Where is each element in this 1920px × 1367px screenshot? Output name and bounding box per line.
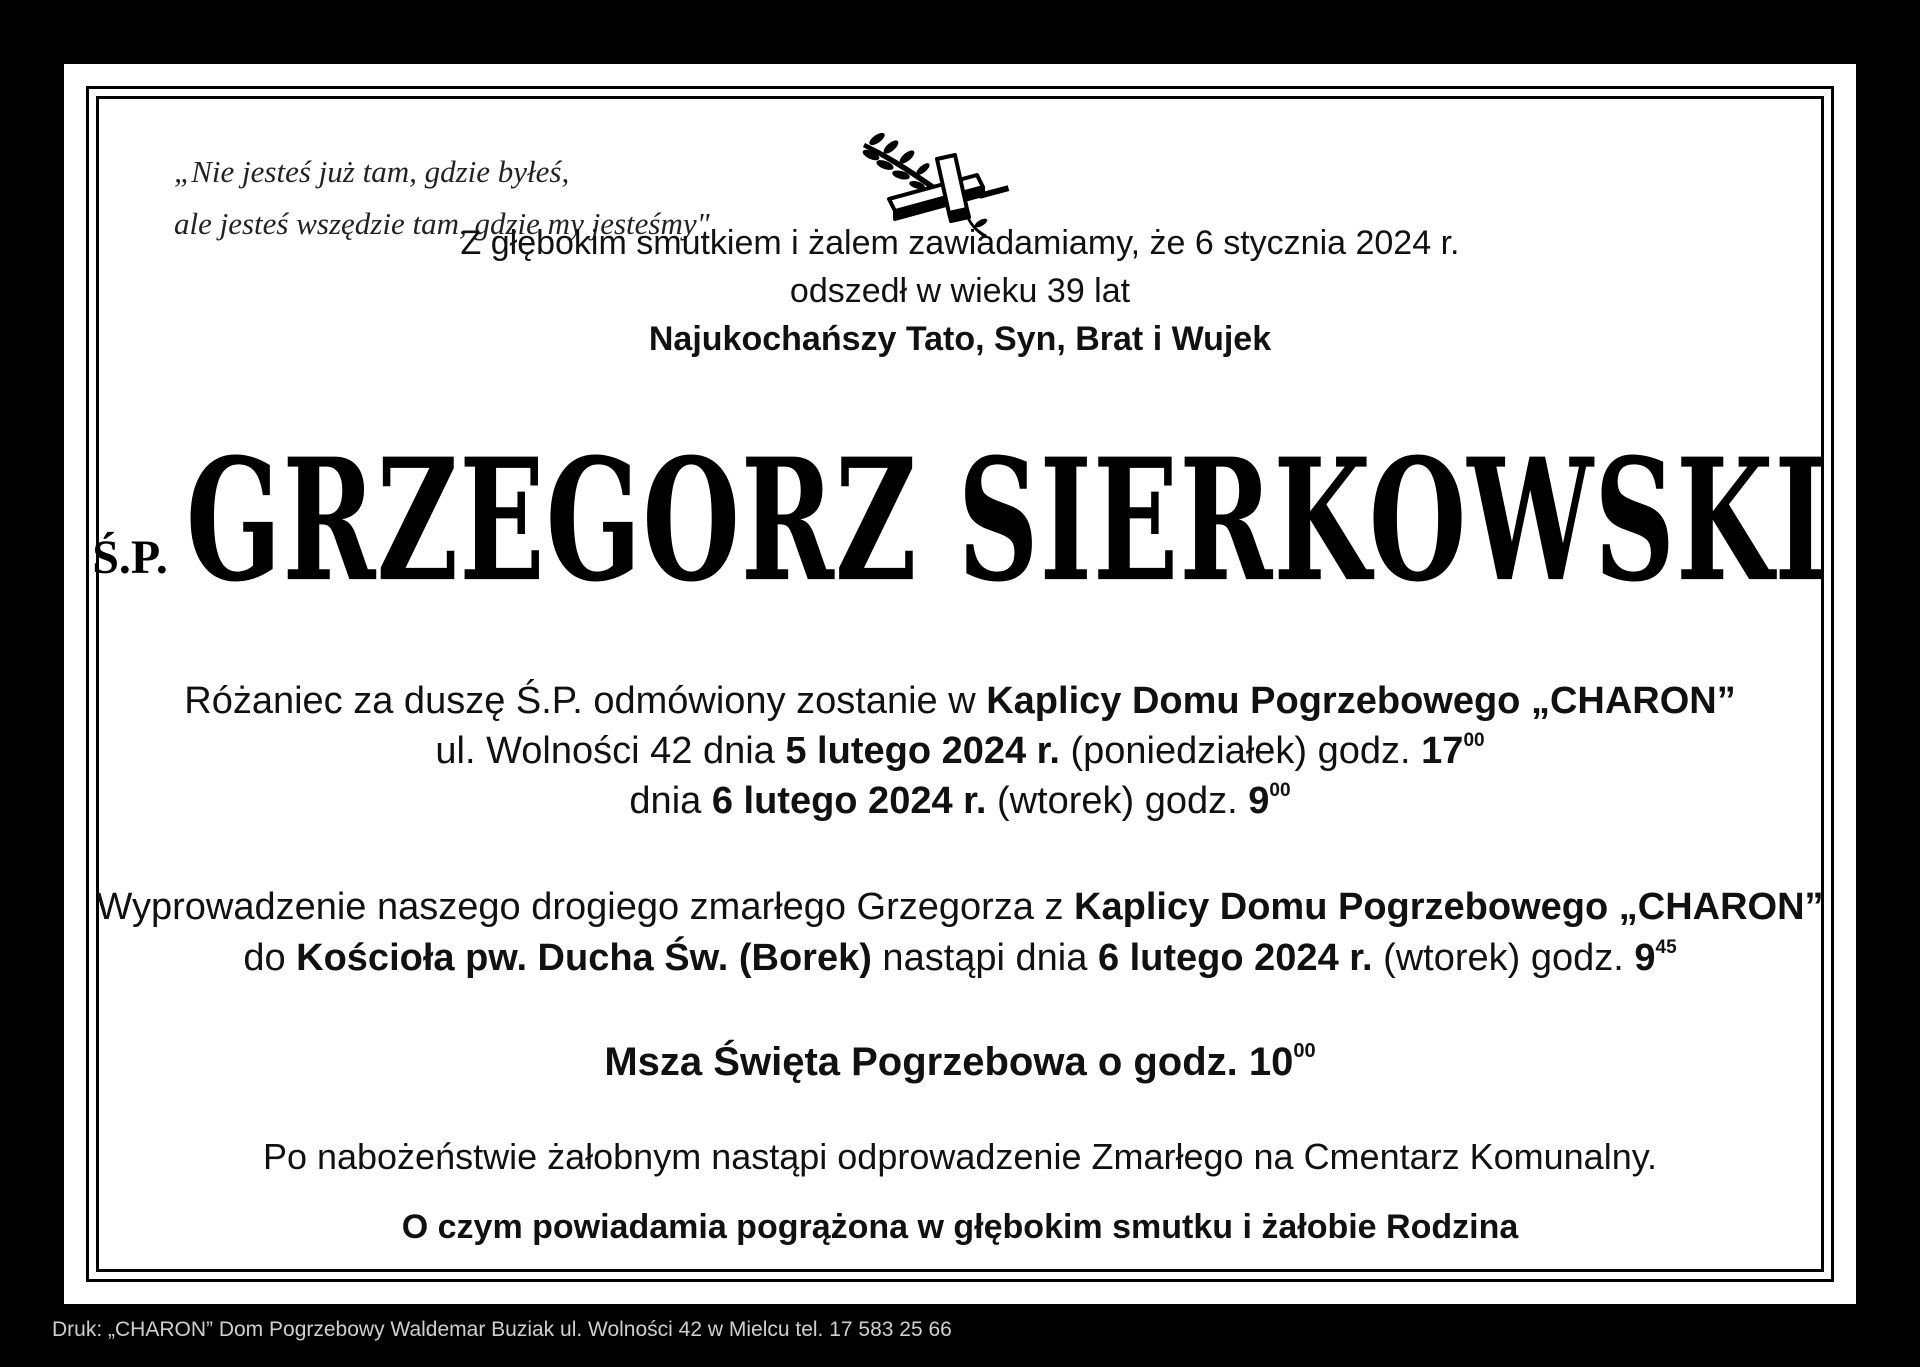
- rosary-line-2-date: 5 lutego 2024 r.: [785, 730, 1060, 772]
- rosary-line-3-hour: 9: [1248, 780, 1270, 822]
- rosary-line-3-text-b: (wtorek) godz.: [986, 780, 1249, 822]
- procession-line-2-text-c: (wtorek) godz.: [1372, 937, 1635, 979]
- procession-line-1-text: Wyprowadzenie naszego drogiego zmarłego Grzegorza z: [96, 886, 1075, 928]
- deceased-name-row: [64, 423, 1856, 659]
- rosary-line-2-text-b: (poniedziałek) godz.: [1059, 730, 1422, 772]
- funeral-mass-text: Msza Święta Pogrzebowa o godz. 10: [604, 1040, 1294, 1084]
- funeral-mass-minutes: 00: [1293, 1040, 1316, 1062]
- funeral-mass: [64, 1040, 1856, 1085]
- obituary-card: [64, 64, 1856, 1304]
- rosary-line-1-place: Kaplicy Domu Pogrzebowego „CHARON”: [986, 680, 1736, 722]
- rosary-line-1: [64, 680, 1856, 723]
- rosary-line-3-minutes: 00: [1269, 779, 1291, 801]
- procession-line-2-text-a: do: [243, 937, 297, 979]
- rosary-line-3-date: 6 lutego 2024 r.: [711, 780, 987, 822]
- procession-line-1-place: Kaplicy Domu Pogrzebowego „CHARON”: [1074, 886, 1824, 928]
- cross-with-palm-branch-icon: [859, 129, 1024, 239]
- rosary-line-3-text-a: dnia: [629, 780, 712, 822]
- procession-line-2: [64, 937, 1856, 980]
- procession-line-2-hour: 9: [1634, 937, 1656, 979]
- quote-line-2: ale jesteś wszędzie tam, gdzie my jesteśmy": [174, 206, 710, 241]
- burial-notice: Po nabożeństwie żałobnym nastąpi odprowadzenie Zmarłego na Cmentarz Komunalny.: [262, 1136, 1658, 1177]
- procession-line-2-text-b: nastąpi dnia: [871, 937, 1098, 979]
- quote-line-1: „Nie jesteś już tam, gdzie byłeś,: [174, 154, 570, 189]
- deceased-prefix: Ś.P.: [92, 531, 168, 584]
- procession-line-2-date: 6 lutego 2024 r.: [1097, 937, 1373, 979]
- rosary-line-2-text-a: ul. Wolności 42 dnia: [435, 730, 786, 772]
- procession-line-2-minutes: 45: [1655, 936, 1677, 958]
- procession-line-2-church: Kościoła pw. Ducha Św. (Borek): [296, 937, 872, 979]
- deceased-name: GRZEGORZ SIERKOWSKI: [185, 423, 1828, 620]
- rosary-line-1-text: Różaniec za duszę Ś.P. odmówiony zostanie w: [184, 680, 987, 722]
- procession-line-1: [64, 886, 1856, 929]
- rosary-line-2-hour: 17: [1421, 730, 1464, 772]
- intro-line-3: Najukochańszy Tato, Syn, Brat i Wujek: [648, 320, 1272, 358]
- intro-line-1: Z głębokim smutkiem i żalem zawiadamiamy, że 6 stycznia 2024 r.: [460, 224, 1460, 262]
- closing-line: O czym powiadamia pogrążona w głębokim smutku i żałobie Rodzina: [401, 1208, 1519, 1246]
- rosary-line-2-minutes: 00: [1463, 729, 1485, 751]
- intro-line-2: odszedł w wieku 39 lat: [789, 272, 1131, 310]
- printer-imprint: Druk: „CHARON” Dom Pogrzebowy Waldemar Buziak ul. Wolności 42 w Mielcu tel. 17 583 25 66: [52, 1318, 952, 1341]
- rosary-line-3: [64, 780, 1856, 823]
- rosary-line-2: [64, 730, 1856, 773]
